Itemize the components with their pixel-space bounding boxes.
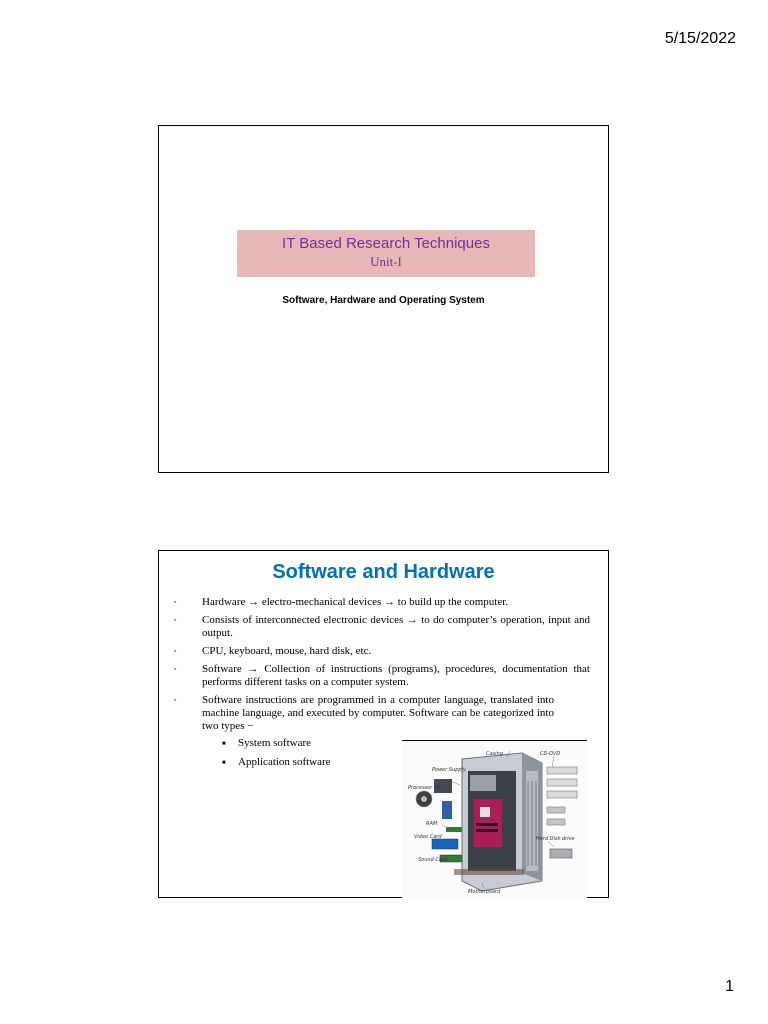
label-motherboard: Motherboard [468, 889, 501, 895]
computer-hardware-figure [402, 740, 587, 898]
bullet-item: ▪ Software → Collection of instructions (programs), procedures, documentation that performs different tasks on a computer system. [174, 663, 590, 689]
slide-title: IT Based Research Techniques [282, 235, 490, 252]
bullet-item: ▪ Consists of interconnected electronic devices → to do computer’s operation, input and output. [174, 614, 590, 640]
slide-unit: Unit-I [370, 254, 402, 269]
sub-bullet-item: ■ Application software [202, 756, 554, 769]
slide-subtitle: Software, Hardware and Operating System [282, 295, 485, 306]
label-video-card: Video Card [414, 834, 442, 840]
bullet-item: ▪ CPU, keyboard, mouse, hard disk, etc. [174, 645, 590, 658]
label-power-supply: Power Supply [432, 767, 466, 773]
title-box [237, 230, 535, 277]
page-date: 5/15/2022 [664, 30, 736, 47]
label-casing: Casing [486, 751, 503, 757]
slide-title: Software and Hardware [272, 561, 495, 583]
bullet-item: ▪ Hardware → electro-mechanical devices → to build up the computer. [174, 596, 590, 609]
sub-bullet-item: ■ System software [202, 737, 554, 750]
computer-tower-illustration [402, 741, 587, 898]
slide-1 [158, 125, 609, 473]
page-number: 1 [725, 978, 734, 995]
slide-2 [158, 550, 609, 898]
label-cd-dvd: CD-DVD [540, 751, 561, 757]
bullet-text: Software instructions are programmed in a computer language, translated into machine language, and executed by computer. Software can be categorized into two types − [202, 694, 554, 732]
label-sound-card: Sound Card [418, 857, 448, 863]
label-processor-fan: Processor fan [408, 785, 442, 791]
label-ram: RAM [426, 821, 438, 827]
label-hard-disk: Hard Disk drive [536, 836, 575, 842]
